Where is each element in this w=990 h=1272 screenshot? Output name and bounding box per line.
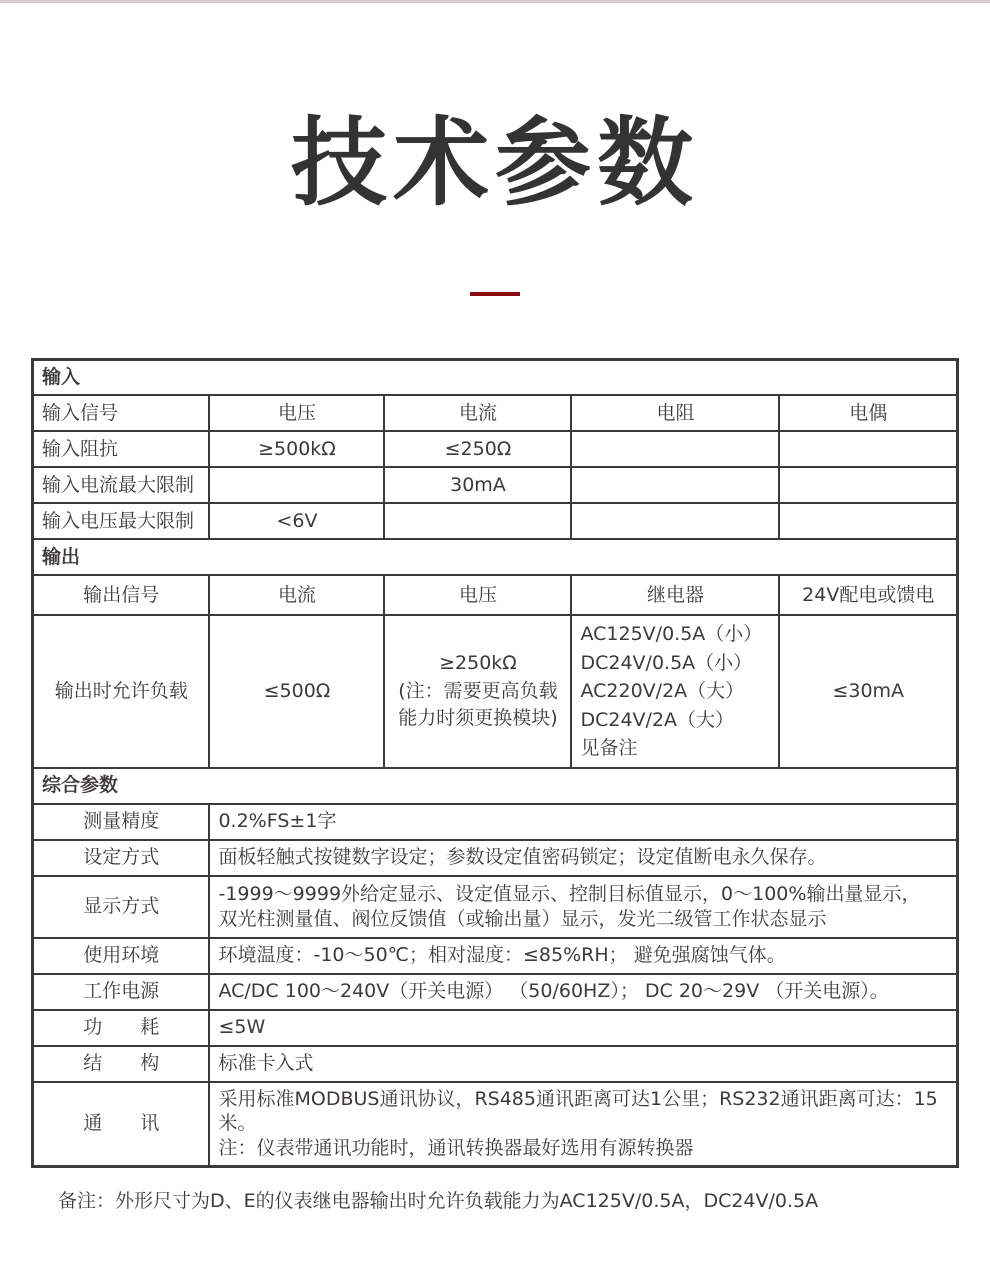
row-label-setting-mode: 设定方式 (32, 840, 209, 876)
footnote: 备注：外形尺寸为D、E的仪表继电器输出时允许负载能力为AC125V/0.5A，DC24V/0.5A (58, 1189, 819, 1212)
row-label-display-mode: 显示方式 (32, 876, 209, 938)
section-row-general (32, 768, 957, 804)
cell-power-consumption-value: ≤5W (209, 1010, 957, 1046)
cell-impedance-current: ≤250Ω (384, 431, 571, 467)
cell-input-signal-current: 电流 (384, 395, 571, 431)
cell-output-signal-relay: 继电器 (571, 575, 779, 615)
table-row-output-signal (32, 575, 957, 615)
cell-impedance-resistance (571, 431, 779, 467)
row-label-output-load: 输出时允许负载 (32, 615, 209, 768)
load-voltage-note-line1: (注：需要更高负载 (398, 679, 558, 702)
cell-communication-value (209, 1082, 957, 1167)
table-row-structure (32, 1046, 957, 1082)
cell-environment-value: 环境温度：-10～50℃；相对湿度：≤85%RH； 避免强腐蚀气体。 (209, 938, 957, 974)
cell-load-current: ≤500Ω (209, 615, 384, 768)
row-label-current-limit: 输入电流最大限制 (32, 467, 209, 503)
row-label-output-signal: 输出信号 (32, 575, 209, 615)
cell-input-signal-voltage: 电压 (209, 395, 384, 431)
cell-power-supply-value: AC/DC 100～240V（开关电源） （50/60HZ）； DC 20～29V （开关电源）。 (209, 974, 957, 1010)
relay-rating-line: DC24V/2A（大） (580, 708, 735, 731)
cell-voltage-limit-resistance (571, 503, 779, 539)
row-label-power-supply: 工作电源 (32, 974, 209, 1010)
table-row-power-consumption (32, 1010, 957, 1046)
table-row-power-supply (32, 974, 957, 1010)
table-row-accuracy (32, 804, 957, 840)
spec-table (31, 358, 959, 1168)
load-voltage-line: ≥250kΩ (439, 652, 517, 675)
table-row-setting-mode (32, 840, 957, 876)
table-row-output-load (32, 615, 957, 768)
cell-output-signal-24v: 24V配电或馈电 (779, 575, 957, 615)
cell-output-signal-voltage: 电压 (384, 575, 571, 615)
cell-load-feed: ≤30mA (779, 615, 957, 768)
communication-line1: 采用标准MODBUS通讯协议，RS485通讯距离可达1公里；RS232通讯距离可达：15米。 (218, 1087, 938, 1135)
cell-output-signal-current: 电流 (209, 575, 384, 615)
row-label-input-signal: 输入信号 (32, 395, 209, 431)
cell-current-limit-thermocouple (779, 467, 957, 503)
cell-input-signal-thermocouple: 电偶 (779, 395, 957, 431)
cell-impedance-thermocouple (779, 431, 957, 467)
load-voltage-note-line2: 能力时须更换模块) (398, 707, 558, 730)
relay-rating-line: AC125V/0.5A（小） (580, 623, 763, 646)
section-row-output (32, 539, 957, 575)
table-row-input-impedance (32, 431, 957, 467)
section-header-output: 输出 (32, 539, 957, 575)
cell-input-signal-resistance: 电阻 (571, 395, 779, 431)
display-mode-line2: 双光柱测量值、阀位反馈值（或输出量）显示，发光二级管工作状态显示 (218, 907, 827, 930)
table-row-display-mode (32, 876, 957, 938)
row-label-accuracy: 测量精度 (32, 804, 209, 840)
row-label-structure: 结 构 (32, 1046, 209, 1082)
cell-display-mode-value (209, 876, 957, 938)
section-row-input (32, 359, 957, 395)
cell-voltage-limit-voltage: <6V (209, 503, 384, 539)
title-divider-line (470, 292, 520, 296)
table-row-input-signal (32, 395, 957, 431)
cell-accuracy-value: 0.2%FS±1字 (209, 804, 957, 840)
page-title: 技术参数 (291, 107, 699, 219)
cell-current-limit-resistance (571, 467, 779, 503)
communication-line2: 注：仪表带通讯功能时，通讯转换器最好选用有源转换器 (218, 1137, 694, 1160)
relay-rating-line: DC24V/0.5A（小） (580, 651, 753, 674)
display-mode-line1: -1999～9999外给定显示、设定值显示、控制目标值显示，0～100%输出量显示， (218, 883, 921, 906)
cell-voltage-limit-thermocouple (779, 503, 957, 539)
table-row-environment (32, 938, 957, 974)
relay-rating-line: 见备注 (580, 737, 638, 760)
row-label-input-impedance: 输入阻抗 (32, 431, 209, 467)
cell-setting-mode-value: 面板轻触式按键数字设定；参数设定值密码锁定；设定值断电永久保存。 (209, 840, 957, 876)
row-label-environment: 使用环境 (32, 938, 209, 974)
table-row-input-voltage-limit (32, 503, 957, 539)
cell-load-voltage (384, 615, 571, 768)
cell-structure-value: 标准卡入式 (209, 1046, 957, 1082)
cell-impedance-voltage: ≥500kΩ (209, 431, 384, 467)
row-label-power-consumption: 功 耗 (32, 1010, 209, 1046)
table-row-communication (32, 1082, 957, 1167)
page-top-edge-line (0, 0, 990, 3)
cell-current-limit-current: 30mA (384, 467, 571, 503)
section-header-input: 输入 (32, 359, 957, 395)
cell-current-limit-voltage (209, 467, 384, 503)
relay-rating-line: AC220V/2A（大） (580, 680, 745, 703)
row-label-communication: 通 讯 (32, 1082, 209, 1167)
row-label-voltage-limit: 输入电压最大限制 (32, 503, 209, 539)
cell-voltage-limit-current (384, 503, 571, 539)
table-row-input-current-limit (32, 467, 957, 503)
section-header-general: 综合参数 (32, 768, 957, 804)
cell-load-relay (571, 615, 779, 768)
